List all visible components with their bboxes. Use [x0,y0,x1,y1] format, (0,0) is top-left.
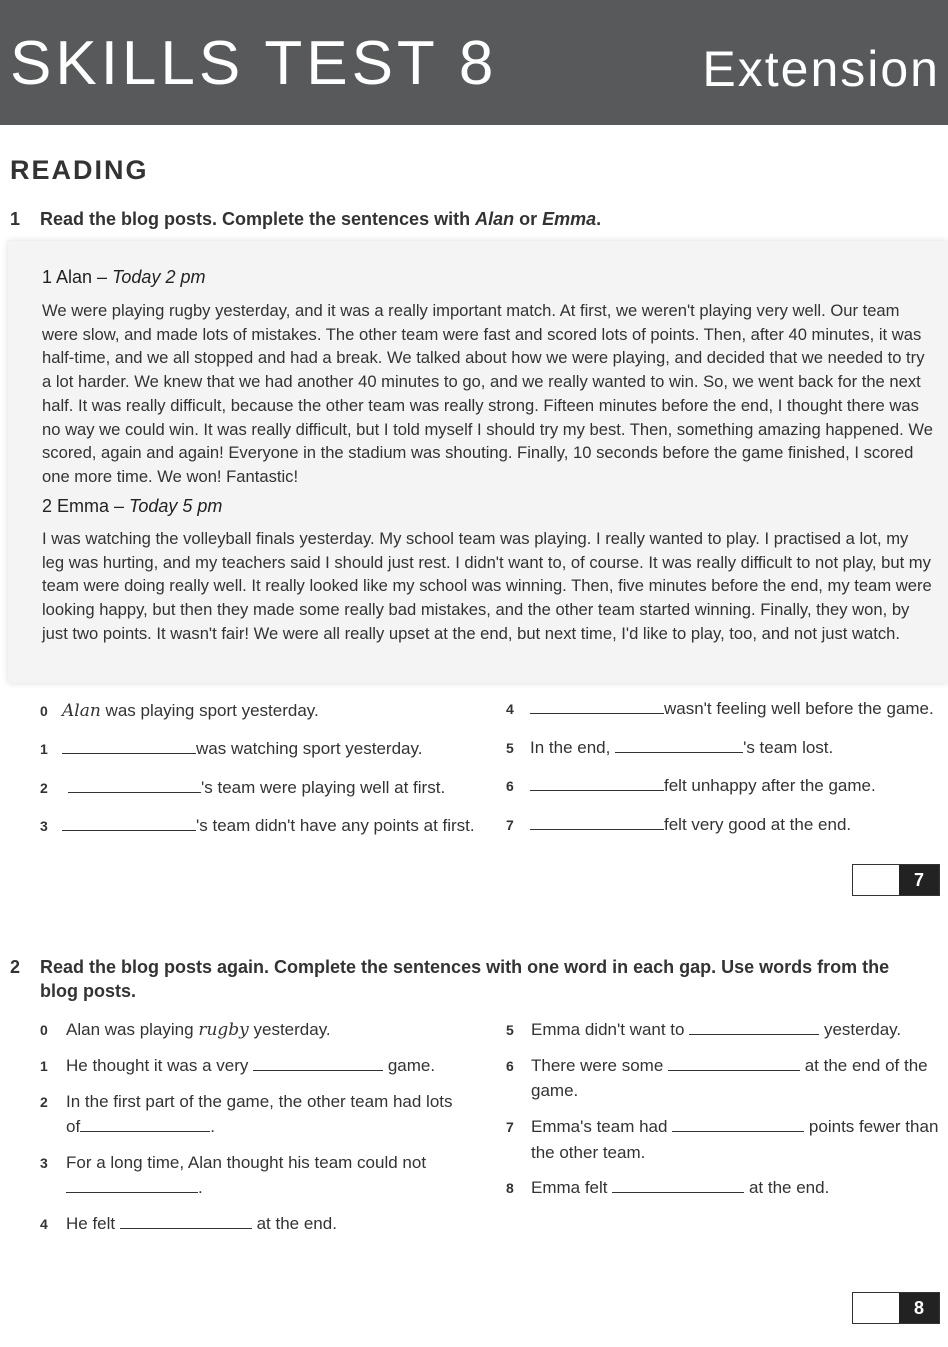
blog-posts-box [8,241,948,683]
exercise-2-instruction: 2 Read the blog posts again. Complete the sentences with one word in each gap. Use words from the blog posts. [10,957,890,1001]
ex2-question-1: 1 He thought it was a very game. [40,1056,436,1075]
post-2-heading: 2 Emma – Today 5 pm [42,496,223,516]
ex1-question-1: 1 was watching sport yesterday. [40,739,423,758]
ex2-question-6: 6 There were some at the end of the [506,1056,928,1075]
ex2-question-3: 3 For a long time, Alan thought his team could not [40,1153,427,1172]
post-2-body: I was watching the volleyball finals yesterday. My school team was playing. I really wanted to play. I practised a lot, my leg was hurting, and my teachers said I should just rest. I didn't want to, of course. It was really difficult to not play, but my team were doing really well. It really looked like my school was winning. Then, five minutes before the end, my team were looking happy, but then they made some really bad mistakes, and the other team started winning. Finally, they won, by just two points. It wasn't fair! We were all really upset at the end, but next time, I'd like to play, too, and not just watch. [42,529,932,643]
section-heading: READING [10,155,149,185]
ex2-score-total: 8 [899,1293,939,1323]
ex2-question-3-cont: . [66,1178,203,1198]
post-1-body: We were playing rugby yesterday, and it was a really important match. At first, we weren't playing very well. Our team were slow, and made lots of mistakes. The other team were fast and scored lots of points. Then, after 40 minutes, it was half-time, and we all stopped and had a break. We talked about how we were playing, and decided that we needed to try a lot harder. We knew that we had another 40 minutes to go, and we really wanted to win. So, we went back for the next half. It was really difficult, because the other team was really strong. Fifteen minutes before the end, I thought there was no way we could win. It was really difficult, but I told myself I should try my best. Then, something amazing happened. We scored, again and again! Everyone in the stadium was shouting. Finally, 10 seconds before the game finished, I scored one more time. We won! Fantastic! [42,301,933,486]
ex2-question-8: 8 Emma felt at the end. [506,1178,830,1197]
ex2-question-4: 4 He felt at the end. [40,1214,337,1233]
ex1-question-0: 0 Alan was playing sport yesterday. [40,701,319,721]
answer-blank[interactable] [120,1214,252,1229]
test-level: Extension [702,41,940,97]
answer-blank[interactable] [612,1178,744,1193]
answer-blank[interactable] [530,815,664,830]
ex1-question-7: 7 felt very good at the end. [506,815,852,834]
answer-blank[interactable] [80,1117,210,1132]
ex1-question-6: 6 felt unhappy after the game. [506,776,876,795]
test-title: SKILLS TEST 8 [10,29,498,98]
answer-blank[interactable] [68,778,201,793]
answer-blank[interactable] [530,699,664,714]
ex1-question-4: 4 wasn't feeling well before the game. [506,699,934,718]
ex2-question-7-cont: the other team. [531,1143,646,1162]
ex1-score-total: 7 [899,865,939,895]
ex1-score-box[interactable] [852,864,940,896]
ex1-question-5: 5 In the end, 's team lost. [506,738,834,757]
ex2-question-5: 5 Emma didn't want to yesterday. [506,1020,902,1039]
answer-blank[interactable] [689,1020,819,1035]
exercise-1-instruction: 1 Read the blog posts. Complete the sentences with Alan or Emma. [10,209,602,229]
answer-blank[interactable] [668,1056,800,1071]
answer-blank[interactable] [62,739,196,754]
answer-blank[interactable] [672,1117,804,1132]
answer-blank[interactable] [66,1178,198,1193]
ex2-question-2: 2 In the first part of the game, the other team had lots [40,1092,453,1111]
page-header [0,0,948,125]
answer-blank[interactable] [62,816,196,831]
ex2-score-box[interactable] [852,1292,940,1324]
ex2-question-7: 7 Emma's team had points fewer than [506,1117,939,1136]
post-1-heading: 1 Alan – Today 2 pm [42,267,206,287]
answer-blank[interactable] [530,776,664,791]
ex2-question-0: 0 Alan was playing rugby yesterday. [40,1020,331,1040]
ex1-example-answer: Alan [62,701,101,721]
ex1-question-2: 2 's team were playing well at first. [40,778,446,797]
ex2-question-2-cont: of . [66,1117,215,1136]
ex1-question-3: 3 's team didn't have any points at first. [40,816,475,835]
answer-blank[interactable] [615,738,743,753]
ex2-example-answer: rugby [198,1020,249,1040]
answer-blank[interactable] [253,1056,383,1071]
ex2-question-6-cont: game. [531,1081,579,1100]
